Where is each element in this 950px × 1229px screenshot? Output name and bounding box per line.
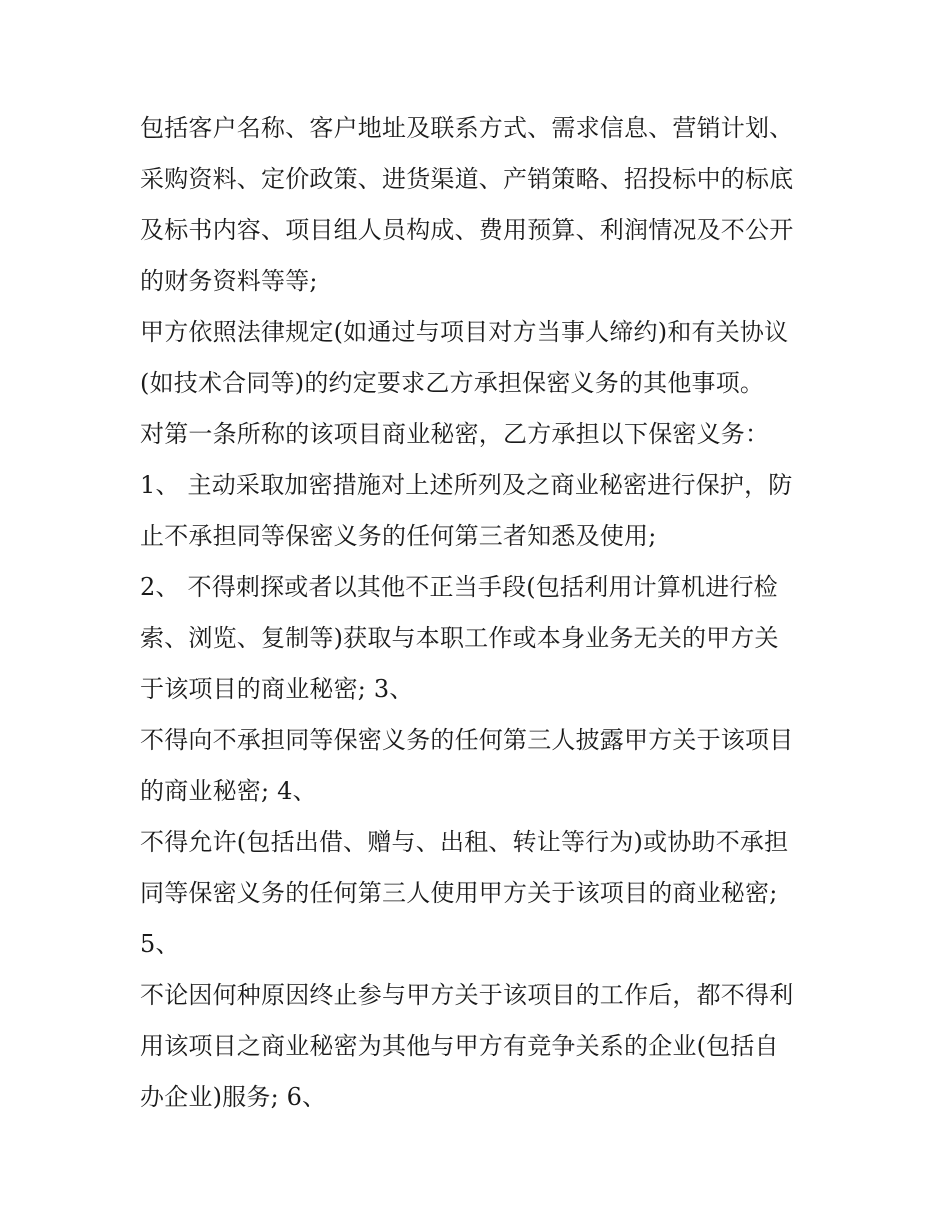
text-line: 同等保密义务的任何第三人使用甲方关于该项目的商业秘密;	[140, 879, 778, 907]
text-line: 包括客户名称、客户地址及联系方式、需求信息、营销计划、	[140, 114, 794, 142]
text-line: 止不承担同等保密义务的任何第三者知悉及使用;	[140, 522, 657, 550]
text-line: 办企业)服务; 6、	[140, 1083, 327, 1111]
text-line: 对第一条所称的该项目商业秘密，乙方承担以下保密义务：	[140, 420, 770, 448]
text-line: 的商业秘密; 4、	[140, 777, 317, 805]
text-line: 甲方依照法律规定(如通过与项目对方当事人缔约)和有关协议	[140, 318, 789, 346]
text-line: 不得向不承担同等保密义务的任何第三人披露甲方关于该项目	[140, 726, 794, 754]
text-line: 采购资料、定价政策、进货渠道、产销策略、招投标中的标底	[140, 165, 794, 193]
text-line: 不论因何种原因终止参与甲方关于该项目的工作后，都不得利	[140, 981, 794, 1009]
text-line: 用该项目之商业秘密为其他与甲方有竞争关系的企业(包括自	[140, 1032, 779, 1060]
text-line: 索、浏览、复制等)获取与本职工作或本身业务无关的甲方关	[140, 624, 779, 652]
text-line: 1、 主动采取加密措施对上述所列及之商业秘密进行保护，防	[140, 471, 793, 499]
document-body	[140, 103, 830, 1123]
text-line: 的财务资料等等;	[140, 267, 318, 295]
text-line: 于该项目的商业秘密; 3、	[140, 675, 414, 703]
text-line: 及标书内容、项目组人员构成、费用预算、利润情况及不公开	[140, 216, 794, 244]
text-line: 2、 不得刺探或者以其他不正当手段(包括利用计算机进行检	[140, 573, 778, 601]
text-line: (如技术合同等)的约定要求乙方承担保密义务的其他事项。	[140, 369, 765, 397]
text-line: 不得允许(包括出借、赠与、出租、转让等行为)或协助不承担	[140, 828, 789, 856]
text-line: 5、	[140, 930, 180, 958]
